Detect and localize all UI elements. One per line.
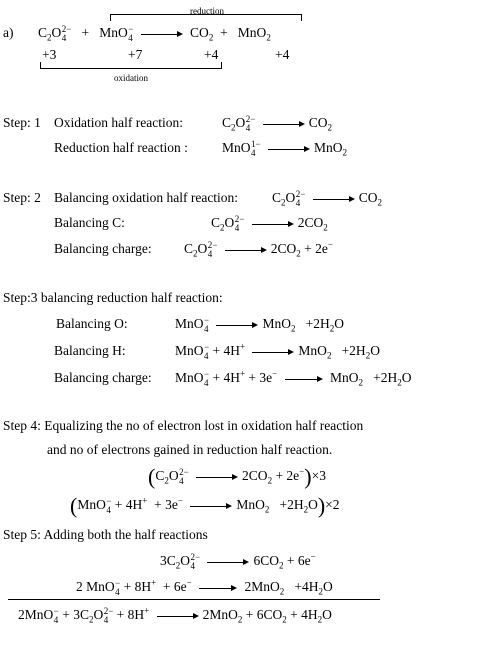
arrow-icon — [252, 348, 294, 356]
step3-balh-equation: MnO − 4 + 4H+ $MnO_2 +2H_2O$ — [175, 341, 380, 362]
arrow-icon — [190, 502, 232, 510]
step1-red-title: Reduction half reaction : — [54, 140, 188, 155]
ox-state-c-product: +4 — [204, 47, 219, 62]
arrow-icon — [157, 612, 199, 620]
arrow-icon — [263, 120, 305, 128]
step1-ox-title: Oxidation half reaction: — [54, 115, 183, 130]
step5-red-equation: 2 MnO − 4 + 8H+ + 6e− $2MnO_2 +4H_2O$ — [76, 577, 333, 598]
mult-2: ×2 — [325, 497, 340, 512]
step4-ox-multiplied: ($C_2O$ 2− 4 $2CO_2 + 2e^-)\times 3$ — [148, 463, 326, 489]
step4-red-multiplied: (MnO − 4 + 4H+ + 3e− $MnO_2 +2H_2O)\times 2$ — [70, 492, 340, 518]
ox-state-mn-reactant: +7 — [128, 47, 143, 62]
step3-balo-equation: MnO − 4 $MnO_2 +2H_2O$ — [175, 315, 344, 335]
step2-title: Balancing oxidation half reaction: — [54, 190, 239, 205]
oxidation-bracket — [40, 62, 222, 69]
step2-balc-label: Balancing C: — [54, 215, 125, 230]
step4-line2: and no of electrons gained in reduction half reaction. — [47, 442, 333, 457]
sum-divider — [8, 599, 380, 600]
step4-line1: Step 4: Equalizing the no of electron lost in oxidation half reaction — [3, 418, 364, 433]
final-equation: 2MnO − 4 + $3C_2O$ 2− 4 + 8H+ $2MnO_2 + 6CO_2 + 4H_2O$ — [18, 605, 332, 626]
arrow-icon — [313, 195, 355, 203]
step5-ox-equation: $3C_2O$ 2− 4 $6CO_2 + 6e^-$ — [160, 551, 316, 572]
step3-title: Step:3 balancing reduction half reaction: — [3, 290, 223, 305]
ox-state-mn-product: +4 — [275, 47, 290, 62]
step2-balc-equation: $C_2O$ 2− 4 $2CO_2$ — [211, 214, 328, 234]
oxidation-label: oxidation — [114, 73, 148, 83]
step1-ox-equation: $C_2O$ 2− 4 $CO_2$ — [222, 114, 332, 134]
arrow-icon — [196, 473, 238, 481]
part-a-label: a) — [3, 25, 14, 40]
step3-balh-label: Balancing H: — [54, 343, 126, 358]
step2-equation: $C_2O$ 2− 4 $CO_2$ — [272, 189, 382, 209]
step2-balcharge-equation: $C_2O$ 2− 4 $2CO_2 + 2e^-$ — [184, 239, 333, 260]
arrow-icon — [216, 321, 258, 329]
step2-balcharge-label: Balancing charge: — [54, 241, 152, 256]
reduction-bracket — [110, 14, 302, 21]
step3-balcharge-label: Balancing charge: — [54, 370, 152, 385]
arrow-icon — [141, 30, 183, 38]
ox-state-c-reactant: +3 — [42, 47, 57, 62]
step2-label: Step: 2 — [3, 190, 41, 205]
arrow-icon — [207, 558, 249, 566]
step3-balo-label: Balancing O: — [56, 316, 128, 331]
arrow-icon — [252, 220, 294, 228]
step3-balcharge-equation: MnO − 4 + 4H+ + 3e− $MnO_2 +2H_2O$ — [175, 368, 412, 389]
step1-label: Step: 1 — [3, 115, 41, 130]
mult-3: ×3 — [311, 468, 326, 483]
step1-red-equation: MnO 1− 4 MnO$_2$ — [222, 139, 347, 159]
reduction-label: reduction — [190, 6, 224, 16]
arrow-icon — [199, 584, 237, 592]
step5-title: Step 5: Adding both the half reactions — [3, 527, 208, 542]
arrow-icon — [225, 246, 267, 254]
arrow-icon — [268, 145, 310, 153]
reaction-equation: $C_2O$ 2− 4 + MnO − 4 $CO_2 + MnO_2$ — [38, 24, 271, 44]
arrow-icon — [285, 375, 323, 383]
